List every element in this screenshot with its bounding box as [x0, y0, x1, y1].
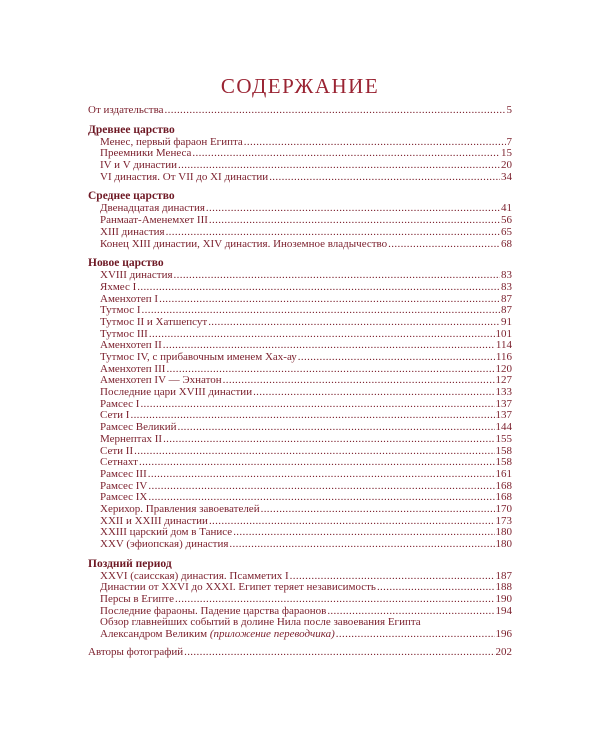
entry-page: 101 [495, 327, 512, 340]
toc-entry[interactable] [88, 172, 512, 184]
toc-entry-preface[interactable] [88, 105, 512, 117]
entry-page: 137 [495, 397, 512, 410]
entry-page: 20 [501, 159, 512, 172]
entry-label: IV и V династии [100, 159, 178, 172]
entry-page: 194 [495, 604, 512, 617]
toc-entry[interactable] [88, 282, 512, 294]
leader-dots [140, 399, 494, 411]
entry-label: Сетнахт [100, 456, 138, 469]
entry-label: VI династия. От VII до XI династии [100, 170, 269, 183]
entry-page: 187 [495, 569, 512, 582]
entry-page: 15 [501, 147, 512, 160]
entry-page: 56 [501, 214, 512, 227]
toc-entry[interactable] [88, 504, 512, 516]
entry-page: 116 [495, 351, 512, 363]
toc-entry[interactable] [88, 294, 512, 306]
appendix-note: (приложение переводчика) [209, 628, 335, 641]
leader-dots [253, 387, 494, 399]
entry-label: Херихор. Правления завоевателей [100, 502, 260, 515]
entry-label: Сети I [100, 409, 130, 422]
entry-label: Рамсес IX [100, 491, 148, 504]
leader-dots [139, 457, 495, 469]
entry-page: 65 [501, 225, 512, 238]
entry-page: 137 [495, 409, 512, 422]
leader-dots [163, 434, 494, 446]
entry-label: Конец XIII династии, XIV династия. Иноземное владычество [100, 237, 388, 250]
entry-page: 41 [501, 202, 512, 215]
entry-page: 155 [495, 432, 512, 445]
table-of-contents [88, 105, 512, 659]
entry-label: Мернептах II [100, 432, 163, 445]
leader-dots [244, 137, 506, 149]
toc-entry[interactable] [88, 434, 512, 446]
leader-dots [148, 469, 495, 481]
toc-entry[interactable] [88, 270, 512, 282]
entry-page: 190 [495, 593, 512, 606]
leader-dots [209, 516, 495, 528]
entry-label: Последние цари XVIII династии [100, 386, 253, 399]
leader-dots [388, 239, 500, 251]
leader-dots [192, 148, 500, 160]
entry-label: Преемники Менеса [100, 147, 192, 160]
toc-entry-photo-credits[interactable] [88, 647, 512, 659]
entry-label: Тутмос I [100, 304, 141, 317]
entry-page: 173 [495, 514, 512, 527]
entry-label: Менес, первый фараон Египта [100, 135, 243, 148]
entry-label: Авторы фотографий [88, 645, 184, 658]
entry-label: Аменхотеп IV — Эхнатон [100, 374, 222, 387]
entry-label: Тутмос II и Хатшепсут [100, 315, 208, 328]
entry-label: Александром Великим (приложение переводчика) [100, 628, 335, 641]
leader-dots [184, 647, 494, 659]
leader-dots [336, 629, 495, 641]
entry-page: 7 [506, 135, 512, 148]
entry-label: XVIII династия [100, 269, 173, 282]
entry-label: Аменхотеп I [100, 292, 159, 305]
entry-page: 68 [501, 237, 512, 250]
leader-dots [377, 582, 495, 594]
leader-dots [269, 172, 500, 184]
section-heading: Древнее царство [88, 123, 175, 136]
toc-entry[interactable] [88, 446, 512, 458]
entry-label: Персы в Египте [100, 593, 174, 606]
toc-entry[interactable] [88, 317, 512, 329]
entry-page: 83 [501, 280, 512, 293]
section-heading: Новое царство [88, 257, 164, 270]
entry-label: Тутмос IV, с прибавочным именем Хах-ау [100, 351, 297, 363]
leader-dots [165, 105, 506, 117]
toc-entry[interactable] [88, 227, 512, 239]
entry-label: XXVI (саисская) династия. Псамметих I [100, 569, 289, 582]
entry-page: 34 [501, 170, 512, 183]
leader-dots [233, 527, 494, 539]
entry-page: 180 [495, 526, 512, 539]
toc-entry[interactable] [88, 399, 512, 411]
leader-dots [175, 594, 495, 606]
leader-dots [206, 203, 500, 215]
entry-page: 196 [495, 628, 512, 641]
entry-label: От издательства [88, 104, 164, 116]
entry-label: XIII династия [100, 225, 165, 238]
leader-dots [208, 317, 500, 329]
leader-dots [174, 270, 500, 282]
entry-page: 133 [495, 386, 512, 399]
entry-page: 91 [501, 315, 512, 328]
entry-page: 87 [501, 304, 512, 317]
leader-dots [298, 352, 495, 364]
leader-dots [148, 481, 494, 493]
entry-page: 114 [495, 339, 512, 352]
leader-dots [149, 329, 495, 341]
entry-label: Яхмес I [100, 280, 137, 293]
entry-page: 120 [495, 362, 512, 375]
toc-entry-appendix[interactable] [88, 629, 512, 641]
entry-label: Ранмаат-Аменемхет III [100, 214, 208, 227]
entry-label: XXII и XXIII династии [100, 514, 208, 527]
leader-dots [178, 160, 500, 172]
entry-page: 158 [495, 456, 512, 469]
leader-dots [134, 446, 494, 458]
toc-entry-appendix-line1[interactable]: Обзор главнейших событий в долине Нила после завоевания Египта [100, 616, 421, 629]
entry-label: XXIII царский дом в Танисе [100, 526, 233, 539]
entry-page: 161 [495, 467, 512, 480]
entry-label: Двенадцатая династия [100, 202, 205, 215]
leader-dots [223, 375, 495, 387]
entry-page: 5 [506, 104, 512, 116]
entry-label: Рамсес Великий [100, 421, 177, 434]
toc-entry[interactable] [88, 457, 512, 469]
toc-entry[interactable] [88, 481, 512, 493]
entry-label: Последние фараоны. Падение царства фараонов [100, 604, 327, 617]
entry-label: Рамсес IV [100, 479, 148, 492]
entry-label: Тутмос III [100, 327, 148, 340]
entry-page: 180 [495, 538, 512, 550]
leader-dots [261, 504, 495, 516]
entry-page: 144 [495, 421, 512, 434]
leader-dots [177, 422, 494, 434]
leader-dots [209, 215, 500, 227]
leader-dots [159, 294, 500, 306]
toc-entry[interactable] [88, 539, 512, 551]
entry-page: 83 [501, 269, 512, 282]
entry-label: Рамсес III [100, 467, 147, 480]
toc-entry[interactable] [88, 160, 512, 172]
toc-entry[interactable] [88, 352, 512, 364]
entry-label: Рамсес I [100, 397, 140, 410]
toc-entry[interactable] [88, 239, 512, 251]
entry-page: 202 [495, 645, 512, 658]
leader-dots [166, 227, 500, 239]
section-heading: Поздний период [88, 557, 172, 570]
leader-dots [229, 539, 494, 551]
entry-page: 158 [495, 444, 512, 457]
leader-dots [130, 410, 494, 422]
entry-label: Династии от XXVI до XXXI. Египет теряет независимость [100, 581, 376, 594]
leader-dots [137, 282, 500, 294]
toc-entry[interactable] [88, 469, 512, 481]
toc-entry[interactable] [88, 594, 512, 606]
entry-label: XXV (эфиопская) династия [100, 538, 229, 550]
entry-label: Аменхотеп II [100, 339, 162, 352]
entry-label: Сети II [100, 444, 134, 457]
entry-label: Аменхотеп III [100, 362, 166, 375]
toc-entry[interactable] [88, 387, 512, 399]
section-heading: Среднее царство [88, 190, 175, 203]
entry-page: 170 [495, 502, 512, 515]
entry-page: 188 [495, 581, 512, 594]
page-title: СОДЕРЖАНИЕ [220, 74, 380, 98]
entry-page: 168 [495, 491, 512, 504]
entry-page: 168 [495, 479, 512, 492]
entry-page: 87 [501, 292, 512, 305]
entry-page: 127 [495, 374, 512, 387]
